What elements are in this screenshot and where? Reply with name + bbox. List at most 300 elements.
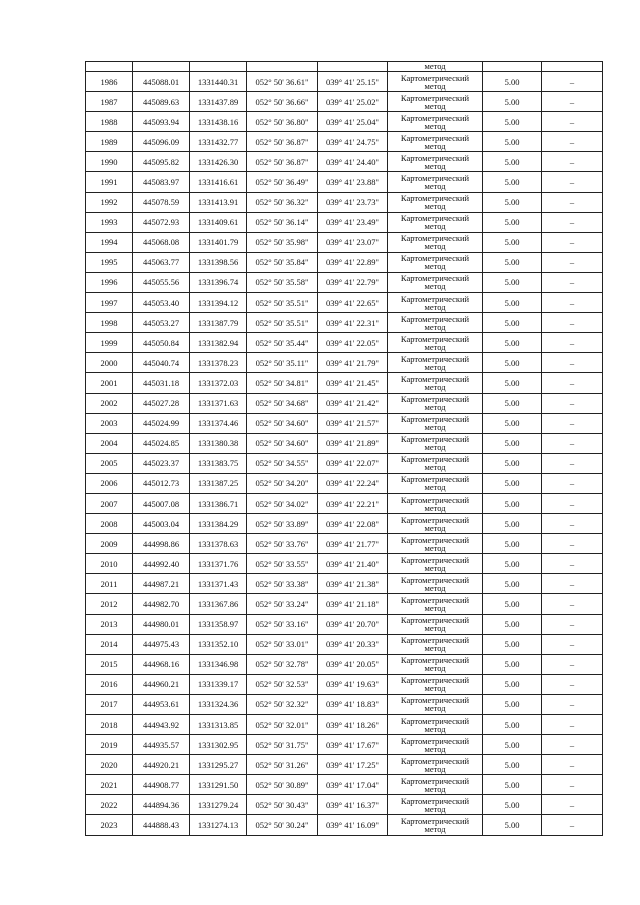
method-line: метод (424, 824, 446, 835)
longitude-cell: 039° 41' 25.04" (318, 112, 388, 132)
table-row (86, 654, 603, 674)
latitude-cell: 052° 50' 30.43" (247, 795, 318, 815)
x-coordinate-cell: 445089.63 (133, 92, 190, 112)
point-number-cell: 2001 (86, 373, 133, 393)
point-number-cell: 2010 (86, 554, 133, 574)
x-coordinate-cell: 445068.08 (133, 232, 190, 252)
method-line: Картометрический (400, 675, 470, 686)
method-line: Картометрический (400, 715, 470, 726)
method-cell (388, 534, 483, 554)
point-number-cell: 1990 (86, 152, 133, 172)
method-line: Картометрический (400, 173, 470, 184)
method-line: Картометрический (400, 373, 470, 384)
point-number-cell: 2002 (86, 393, 133, 413)
accuracy-cell: 5.00 (483, 614, 542, 634)
description-cell: – (542, 493, 603, 513)
method-cell (388, 815, 483, 835)
method-cell (388, 72, 483, 92)
description-cell: – (542, 92, 603, 112)
coordinates-table (85, 61, 603, 836)
longitude-cell: 039° 41' 24.75" (318, 132, 388, 152)
y-coordinate-cell: 1331313.85 (190, 715, 247, 735)
accuracy-cell: 5.00 (483, 715, 542, 735)
description-cell: – (542, 272, 603, 292)
method-line: Картометрический (400, 454, 470, 465)
method-line: Картометрический (400, 72, 470, 83)
x-coordinate-cell: 445093.94 (133, 112, 190, 132)
accuracy-cell: 5.00 (483, 514, 542, 534)
latitude-cell: 052° 50' 36.66" (247, 92, 318, 112)
point-number-cell: 2005 (86, 453, 133, 473)
table-row (86, 473, 603, 493)
latitude-cell: 052° 50' 33.76" (247, 534, 318, 554)
accuracy-cell: 5.00 (483, 112, 542, 132)
accuracy-cell: 5.00 (483, 674, 542, 694)
description-cell: – (542, 353, 603, 373)
method-line: Картометрический (400, 213, 470, 224)
accuracy-cell: 5.00 (483, 634, 542, 654)
longitude-cell: 039° 41' 20.33" (318, 634, 388, 654)
point-number-cell: 1997 (86, 293, 133, 313)
longitude-cell: 039° 41' 19.63" (318, 674, 388, 694)
table-row (86, 132, 603, 152)
method-line: метод (424, 140, 446, 151)
method-line: метод (424, 241, 446, 252)
accuracy-cell: 5.00 (483, 694, 542, 714)
description-cell: – (542, 775, 603, 795)
method-line: метод (424, 422, 446, 433)
description-cell: – (542, 72, 603, 92)
table-row (86, 293, 603, 313)
method-line: метод (424, 442, 446, 453)
table-row (86, 614, 603, 634)
table-row (86, 72, 603, 92)
accuracy-cell: 5.00 (483, 654, 542, 674)
longitude-cell: 039° 41' 17.67" (318, 735, 388, 755)
description-cell: – (542, 554, 603, 574)
description-cell: – (542, 152, 603, 172)
latitude-cell: 052° 50' 33.16" (247, 614, 318, 634)
table-row (86, 674, 603, 694)
method-line: Картометрический (400, 494, 470, 505)
latitude-cell: 052° 50' 36.32" (247, 192, 318, 212)
x-coordinate-cell: 445027.28 (133, 393, 190, 413)
x-coordinate-cell: 445095.82 (133, 152, 190, 172)
latitude-cell: 052° 50' 35.98" (247, 232, 318, 252)
method-line: метод (424, 341, 446, 352)
method-line: метод (424, 321, 446, 332)
accuracy-cell: 5.00 (483, 413, 542, 433)
method-line: Картометрический (400, 695, 470, 706)
x-coordinate-cell: 444894.36 (133, 795, 190, 815)
method-cell (388, 393, 483, 413)
method-line: Картометрический (400, 775, 470, 786)
table-row (86, 413, 603, 433)
x-coordinate-cell: 444953.61 (133, 694, 190, 714)
latitude-cell: 052° 50' 36.87" (247, 132, 318, 152)
method-line: метод (424, 281, 446, 292)
y-coordinate-cell: 1331440.31 (190, 72, 247, 92)
x-coordinate-cell: 444980.01 (133, 614, 190, 634)
y-coordinate-cell: 1331358.97 (190, 614, 247, 634)
x-coordinate-cell: 445007.08 (133, 493, 190, 513)
point-number-cell: 2017 (86, 694, 133, 714)
description-cell: – (542, 795, 603, 815)
method-line: Картометрический (400, 474, 470, 485)
point-number-cell: 1994 (86, 232, 133, 252)
method-line: Картометрический (400, 313, 470, 324)
method-cell (388, 152, 483, 172)
method-line: метод (424, 623, 446, 634)
method-cell (388, 112, 483, 132)
point-number-cell: 2016 (86, 674, 133, 694)
table-row (86, 393, 603, 413)
table-row (86, 353, 603, 373)
table-row (86, 272, 603, 292)
x-coordinate-cell: 444982.70 (133, 594, 190, 614)
x-coordinate-cell: 445040.74 (133, 353, 190, 373)
x-coordinate-cell: 445053.40 (133, 293, 190, 313)
latitude-cell: 052° 50' 34.20" (247, 473, 318, 493)
y-coordinate-cell: 1331371.76 (190, 554, 247, 574)
method-line: Картометрический (400, 112, 470, 123)
method-cell (388, 473, 483, 493)
latitude-cell: 052° 50' 35.51" (247, 313, 318, 333)
accuracy-cell: 5.00 (483, 574, 542, 594)
latitude-cell: 052° 50' 32.32" (247, 694, 318, 714)
x-coordinate-cell: 444975.43 (133, 634, 190, 654)
table-row (86, 212, 603, 232)
method-cell (388, 694, 483, 714)
longitude-cell: 039° 41' 22.07" (318, 453, 388, 473)
table-row (86, 514, 603, 534)
method-cell (388, 715, 483, 735)
description-cell: – (542, 373, 603, 393)
y-coordinate-cell: 1331413.91 (190, 192, 247, 212)
method-line: метод (424, 381, 446, 392)
longitude-cell: 039° 41' 21.40" (318, 554, 388, 574)
method-line: Картометрический (400, 273, 470, 284)
longitude-cell: 039° 41' 22.24" (318, 473, 388, 493)
table-row (86, 433, 603, 453)
accuracy-cell: 5.00 (483, 353, 542, 373)
method-line: метод (424, 643, 446, 654)
x-coordinate-cell: 444920.21 (133, 755, 190, 775)
longitude-cell: 039° 41' 20.70" (318, 614, 388, 634)
latitude-cell: 052° 50' 32.78" (247, 654, 318, 674)
description-cell: – (542, 634, 603, 654)
method-line: метод (424, 602, 446, 613)
latitude-cell: 052° 50' 31.75" (247, 735, 318, 755)
latitude-cell: 052° 50' 36.87" (247, 152, 318, 172)
method-line: метод (424, 261, 446, 272)
method-line: метод (424, 763, 446, 774)
longitude-cell: 039° 41' 21.38" (318, 574, 388, 594)
description-cell: – (542, 112, 603, 132)
x-coordinate-cell: 444935.57 (133, 735, 190, 755)
longitude-cell: 039° 41' 23.73" (318, 192, 388, 212)
description-cell: – (542, 212, 603, 232)
point-number-cell: 1991 (86, 172, 133, 192)
latitude-cell: 052° 50' 36.80" (247, 112, 318, 132)
longitude-cell: 039° 41' 18.83" (318, 694, 388, 714)
method-line: метод (424, 502, 446, 513)
description-cell: – (542, 132, 603, 152)
method-cell (388, 252, 483, 272)
method-line: метод (424, 683, 446, 694)
latitude-cell: 052° 50' 33.24" (247, 594, 318, 614)
accuracy-cell: 5.00 (483, 92, 542, 112)
x-coordinate-cell: 445088.01 (133, 72, 190, 92)
method-line: Картометрический (400, 394, 470, 405)
table-row (86, 775, 603, 795)
table-row (86, 594, 603, 614)
point-number-cell: 1999 (86, 333, 133, 353)
latitude-cell: 052° 50' 30.24" (247, 815, 318, 835)
method-cell (388, 293, 483, 313)
latitude-cell: 052° 50' 33.89" (247, 514, 318, 534)
x-coordinate-cell: 445031.18 (133, 373, 190, 393)
method-cell (388, 172, 483, 192)
method-line: Картометрический (400, 92, 470, 103)
accuracy-cell: 5.00 (483, 594, 542, 614)
description-cell: – (542, 172, 603, 192)
method-line: метод (424, 181, 446, 192)
point-number-cell: 2020 (86, 755, 133, 775)
accuracy-cell: 5.00 (483, 152, 542, 172)
point-number-cell: 1996 (86, 272, 133, 292)
method-cell (388, 775, 483, 795)
longitude-cell: 039° 41' 18.26" (318, 715, 388, 735)
y-coordinate-cell: 1331378.63 (190, 534, 247, 554)
y-coordinate-cell: 1331367.86 (190, 594, 247, 614)
method-line: метод (424, 783, 446, 794)
method-line: Картометрический (400, 293, 470, 304)
y-coordinate-cell: 1331346.98 (190, 654, 247, 674)
table-row (86, 333, 603, 353)
point-number-cell: 1986 (86, 72, 133, 92)
point-number-cell: 1995 (86, 252, 133, 272)
method-line: Картометрический (400, 534, 470, 545)
description-cell: – (542, 252, 603, 272)
longitude-cell: 039° 41' 16.09" (318, 815, 388, 835)
method-line: метод (424, 542, 446, 553)
accuracy-cell: 5.00 (483, 393, 542, 413)
method-line: Картометрический (400, 434, 470, 445)
description-cell: – (542, 735, 603, 755)
latitude-cell: 052° 50' 35.44" (247, 333, 318, 353)
longitude-cell: 039° 41' 21.89" (318, 433, 388, 453)
accuracy-cell: 5.00 (483, 775, 542, 795)
method-line: метод (424, 361, 446, 372)
method-line: Картометрический (400, 655, 470, 666)
description-cell: – (542, 574, 603, 594)
method-line: метод (424, 100, 446, 111)
description-cell: – (542, 192, 603, 212)
method-line: метод (424, 562, 446, 573)
y-coordinate-cell: 1331409.61 (190, 212, 247, 232)
y-coordinate-cell: 1331279.24 (190, 795, 247, 815)
longitude-cell: 039° 41' 21.45" (318, 373, 388, 393)
method-line: Картометрический (400, 574, 470, 585)
y-coordinate-cell: 1331378.23 (190, 353, 247, 373)
description-cell: – (542, 815, 603, 835)
method-cell (388, 493, 483, 513)
table-row (86, 493, 603, 513)
description-cell: – (542, 514, 603, 534)
latitude-cell: 052° 50' 33.55" (247, 554, 318, 574)
method-line: Картометрический (400, 152, 470, 163)
longitude-cell: 039° 41' 21.42" (318, 393, 388, 413)
x-coordinate-cell: 445063.77 (133, 252, 190, 272)
description-cell: – (542, 433, 603, 453)
point-number-cell: 2022 (86, 795, 133, 815)
y-coordinate-cell: 1331380.38 (190, 433, 247, 453)
latitude-cell: 052° 50' 35.58" (247, 272, 318, 292)
accuracy-cell: 5.00 (483, 313, 542, 333)
x-coordinate-cell: 445096.09 (133, 132, 190, 152)
x-coordinate-cell: 445050.84 (133, 333, 190, 353)
x-coordinate-cell: 444992.40 (133, 554, 190, 574)
table-row (86, 252, 603, 272)
latitude-cell: 052° 50' 34.55" (247, 453, 318, 473)
table-row (86, 172, 603, 192)
method-line: Картометрический (400, 132, 470, 143)
method-line: Картометрический (400, 635, 470, 646)
y-coordinate-cell: 1331386.71 (190, 493, 247, 513)
accuracy-cell: 5.00 (483, 815, 542, 835)
method-line: Картометрический (400, 233, 470, 244)
point-number-cell: 1987 (86, 92, 133, 112)
latitude-cell: 052° 50' 33.01" (247, 634, 318, 654)
table-row (86, 795, 603, 815)
longitude-cell: 039° 41' 22.65" (318, 293, 388, 313)
latitude-cell: 052° 50' 32.01" (247, 715, 318, 735)
description-cell: – (542, 232, 603, 252)
table-row (86, 92, 603, 112)
longitude-cell: 039° 41' 24.40" (318, 152, 388, 172)
y-coordinate-cell: 1331401.79 (190, 232, 247, 252)
accuracy-cell: 5.00 (483, 453, 542, 473)
table-row (86, 574, 603, 594)
point-number-cell: 2003 (86, 413, 133, 433)
y-coordinate-cell: 1331371.43 (190, 574, 247, 594)
method-cell (388, 92, 483, 112)
y-coordinate-cell: 1331437.89 (190, 92, 247, 112)
y-coordinate-cell: 1331396.74 (190, 272, 247, 292)
method-cell (388, 735, 483, 755)
y-coordinate-cell: 1331274.13 (190, 815, 247, 835)
method-cell: метод (388, 62, 483, 72)
x-coordinate-cell: 445024.99 (133, 413, 190, 433)
description-cell: – (542, 614, 603, 634)
longitude-cell: 039° 41' 17.04" (318, 775, 388, 795)
method-cell (388, 232, 483, 252)
table-row (86, 715, 603, 735)
longitude-cell: 039° 41' 22.21" (318, 493, 388, 513)
point-number-cell: 2000 (86, 353, 133, 373)
x-coordinate-cell: 445024.85 (133, 433, 190, 453)
method-cell (388, 554, 483, 574)
method-line: Картометрический (400, 253, 470, 264)
longitude-cell: 039° 41' 21.79" (318, 353, 388, 373)
latitude-cell: 052° 50' 31.26" (247, 755, 318, 775)
latitude-cell: 052° 50' 36.49" (247, 172, 318, 192)
table-row (86, 152, 603, 172)
description-cell: – (542, 594, 603, 614)
table-row (86, 634, 603, 654)
method-cell (388, 192, 483, 212)
accuracy-cell: 5.00 (483, 272, 542, 292)
accuracy-cell: 5.00 (483, 795, 542, 815)
method-line: Картометрический (400, 735, 470, 746)
longitude-cell: 039° 41' 20.05" (318, 654, 388, 674)
longitude-cell: 039° 41' 21.18" (318, 594, 388, 614)
point-number-cell: 1998 (86, 313, 133, 333)
method-line: метод (424, 301, 446, 312)
table-row (86, 313, 603, 333)
y-coordinate-cell: 1331372.03 (190, 373, 247, 393)
method-line: метод (424, 221, 446, 232)
method-cell (388, 795, 483, 815)
point-number-cell: 2011 (86, 574, 133, 594)
method-line: Картометрический (400, 795, 470, 806)
x-coordinate-cell: 445053.27 (133, 313, 190, 333)
latitude-cell: 052° 50' 34.02" (247, 493, 318, 513)
method-line: Картометрический (400, 333, 470, 344)
longitude-cell: 039° 41' 22.08" (318, 514, 388, 534)
method-cell (388, 333, 483, 353)
point-number-cell: 2023 (86, 815, 133, 835)
latitude-cell: 052° 50' 36.61" (247, 72, 318, 92)
method-line: метод (424, 663, 446, 674)
method-cell (388, 674, 483, 694)
method-cell (388, 574, 483, 594)
latitude-cell: 052° 50' 36.14" (247, 212, 318, 232)
y-coordinate-cell: 1331438.16 (190, 112, 247, 132)
method-line: Картометрический (400, 414, 470, 425)
y-coordinate-cell: 1331324.36 (190, 694, 247, 714)
description-cell: – (542, 393, 603, 413)
method-line: метод (424, 743, 446, 754)
latitude-cell: 052° 50' 34.60" (247, 433, 318, 453)
latitude-cell: 052° 50' 30.89" (247, 775, 318, 795)
method-line: Картометрический (400, 755, 470, 766)
latitude-cell: 052° 50' 34.68" (247, 393, 318, 413)
description-cell: – (542, 674, 603, 694)
table-body (86, 62, 603, 836)
description-cell: – (542, 694, 603, 714)
description-cell: – (542, 333, 603, 353)
latitude-cell: 052° 50' 34.60" (247, 413, 318, 433)
accuracy-cell: 5.00 (483, 493, 542, 513)
y-coordinate-cell: 1331382.94 (190, 333, 247, 353)
accuracy-cell: 5.00 (483, 534, 542, 554)
longitude-cell: 039° 41' 23.49" (318, 212, 388, 232)
description-cell: – (542, 755, 603, 775)
method-line: Картометрический (400, 514, 470, 525)
accuracy-cell: 5.00 (483, 252, 542, 272)
latitude-cell: 052° 50' 32.53" (247, 674, 318, 694)
y-coordinate-cell: 1331291.50 (190, 775, 247, 795)
point-number-cell: 2009 (86, 534, 133, 554)
description-cell: – (542, 293, 603, 313)
y-coordinate-cell: 1331295.27 (190, 755, 247, 775)
description-cell: – (542, 313, 603, 333)
method-line: Картометрический (400, 193, 470, 204)
description-cell: – (542, 453, 603, 473)
point-number-cell: 2006 (86, 473, 133, 493)
